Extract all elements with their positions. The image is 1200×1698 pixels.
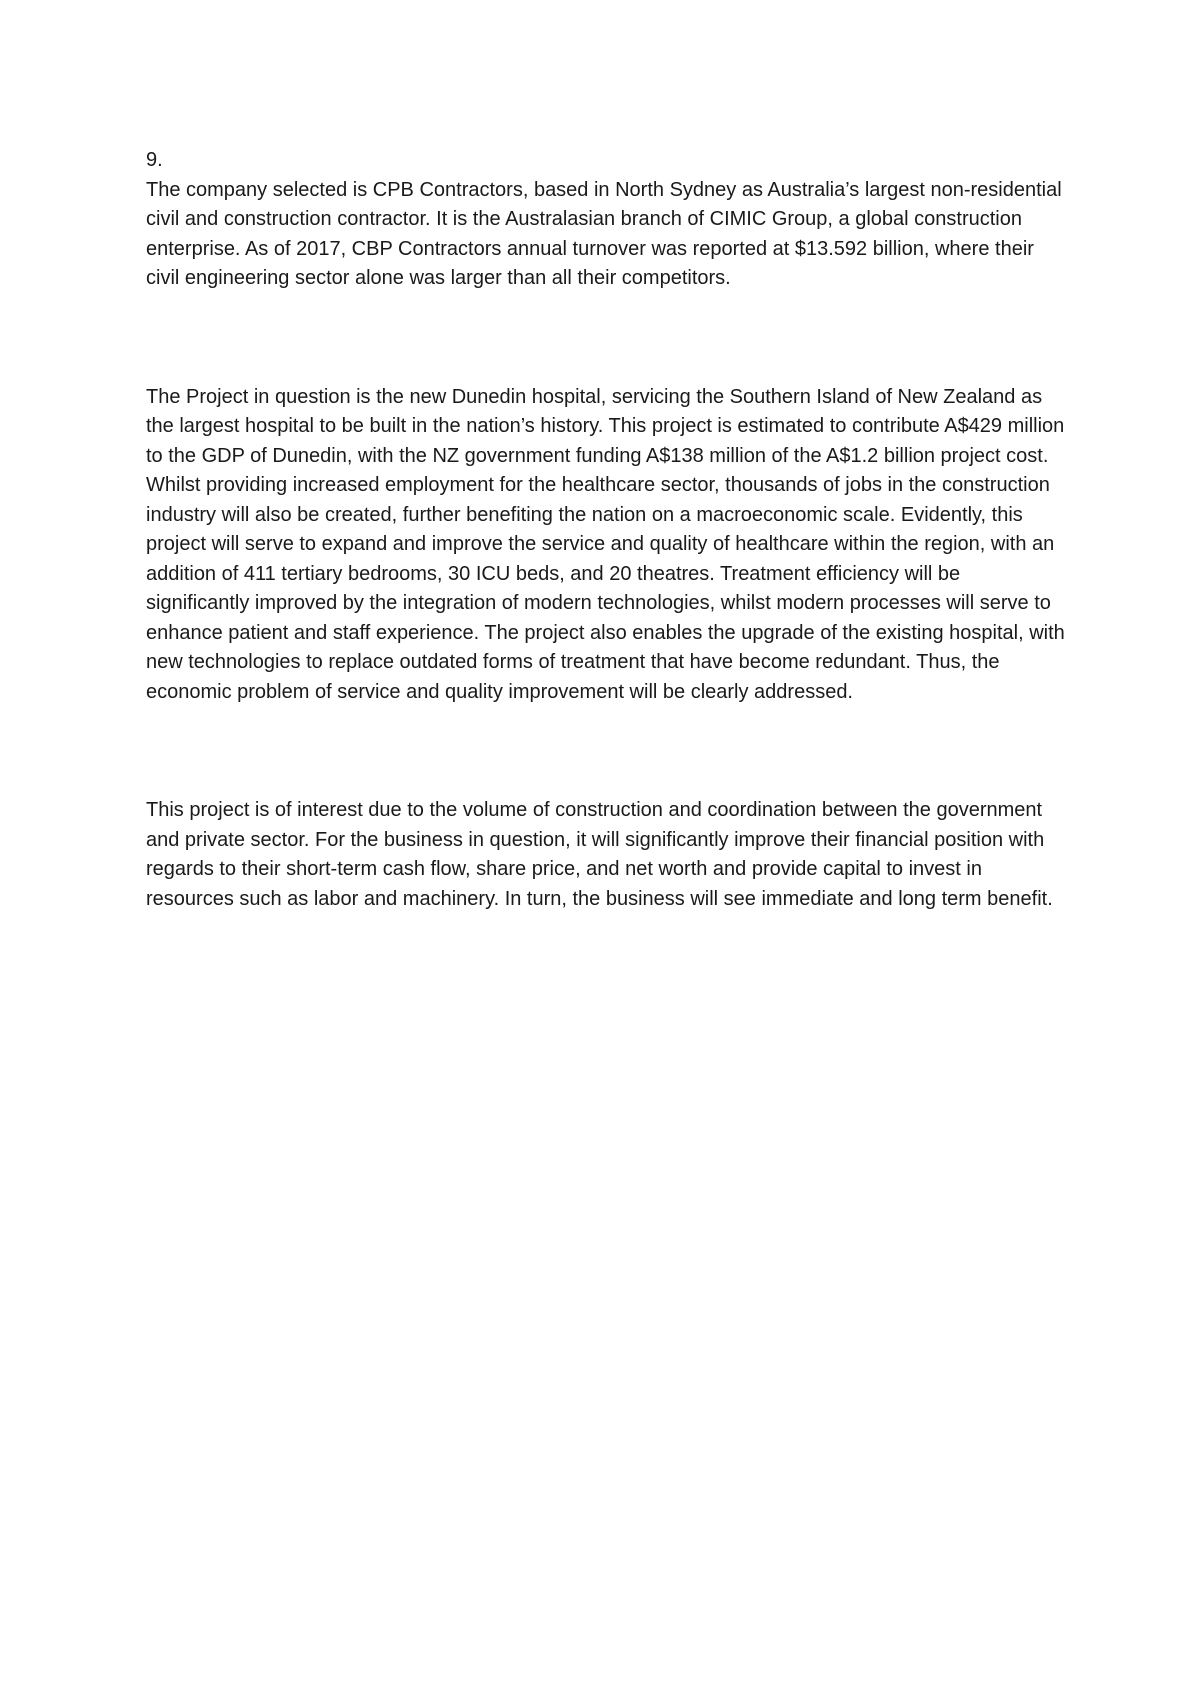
document-body xyxy=(146,146,1071,914)
paragraph-project: The Project in question is the new Dunedin hospital, servicing the Southern Island of New Zealand as the largest hospital to be built in the nation’s history. This project is estimated to contribute A$429 million to the GDP of Dunedin, with the NZ government funding A$138 million of the A$1.2 billion project cost. Whilst providing increased employment for the healthcare sector, thousands of jobs in the construction industry will also be created, further benefiting the nation on a macroeconomic scale. Evidently, this project will serve to expand and improve the service and quality of healthcare within the region, with an addition of 411 tertiary bedrooms, 30 ICU beds, and 20 theatres. Treatment efficiency will be significantly improved by the integration of modern technologies, whilst modern processes will serve to enhance patient and staff experience. The project also enables the upgrade of the existing hospital, with new technologies to replace outdated forms of treatment that have become redundant. Thus, the economic problem of service and quality improvement will be clearly addressed. xyxy=(146,385,1071,703)
paragraph-interest: This project is of interest due to the volume of construction and coordination between the government and private sector. For the business in question, it will significantly improve their financial position with regards to their short-term cash flow, share price, and net worth and provide capital to invest in resources such as labor and machinery. In turn, the business will see immediate and long term benefit. xyxy=(146,799,1053,910)
paragraph-spacer xyxy=(146,707,1066,796)
paragraph-spacer xyxy=(146,294,1066,383)
question-number: 9. xyxy=(146,149,163,171)
paragraph-company: The company selected is CPB Contractors, based in North Sydney as Australia’s largest non-residential civil and construction contractor. It is the Australasian branch of CIMIC Group, a global construction enterprise. As of 2017, CBP Contractors annual turnover was reported at $13.592 billion, where their civil engineering sector alone was larger than all their competitors. xyxy=(146,178,1068,289)
